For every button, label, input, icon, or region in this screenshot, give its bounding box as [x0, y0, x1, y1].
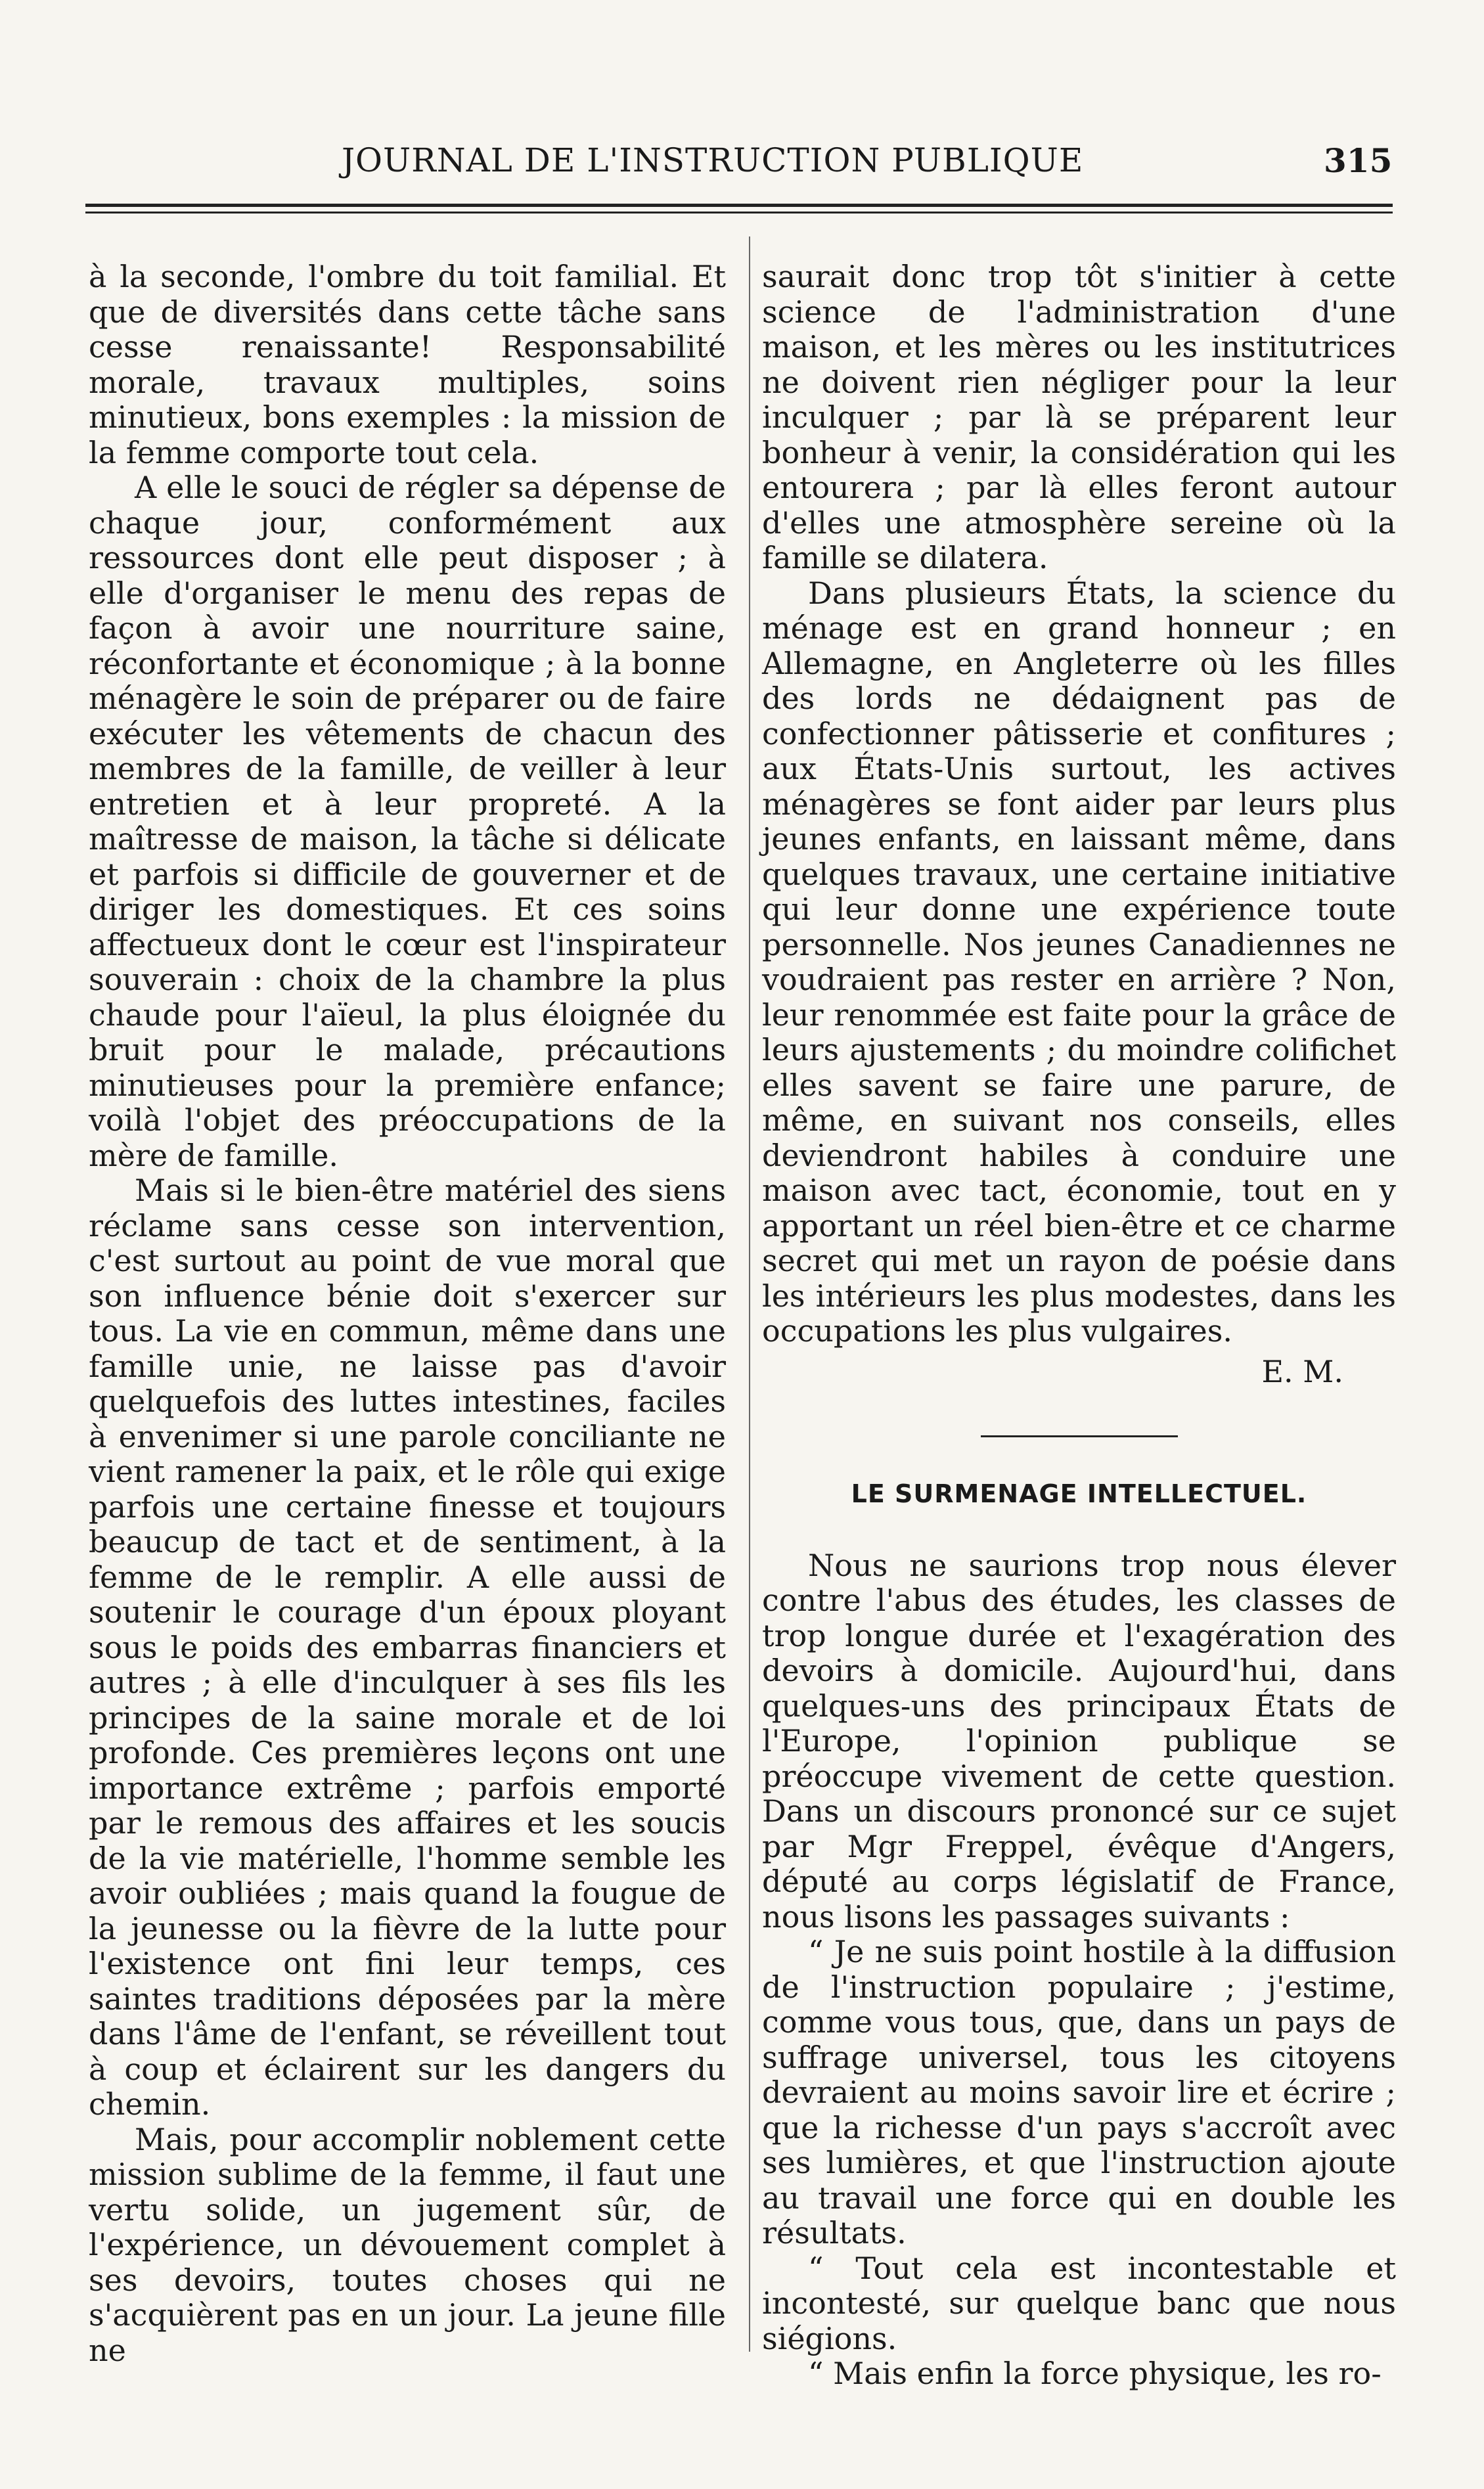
- header-rule-thick: [85, 204, 1393, 207]
- section-paragraph: “ Tout cela est incontestable et incontesté, sur quelque banc que nous siégions.: [762, 2250, 1396, 2356]
- running-title: JOURNAL DE L'INSTRUCTION PUBLIQUE: [342, 141, 1084, 179]
- section-paragraph: Nous ne saurions trop nous élever contre l'abus des études, les classes de trop longue durée et l'exagération des devoirs à domicile. Aujourd'hui, dans quelques-uns des principaux États de l'Europe, l'opinion publique se préoccupe vivement de cette question. Dans un discours prononcé sur ce sujet par Mgr Freppel, évêque d'Angers, député au corps législatif de France, nous lisons les passages suivants :: [762, 1547, 1396, 1935]
- right-column: [762, 259, 1396, 2392]
- left-paragraph: A elle le souci de régler sa dépense de chaque jour, conformément aux ressources dont elle peut disposer ; à elle d'organiser le menu des repas de façon à avoir une nourriture saine, réconfortante et économique ; à la bonne ménagère le soin de préparer ou de faire exécuter les vêtements de chacun des membres de la famille, de veiller à leur entretien et à leur propreté. A la maîtresse de maison, la tâche si délicate et parfois si difficile de gouverner et de diriger les domestiques. Et ces soins affectueux dont le cœur est l'inspirateur souverain : choix de la chambre la plus chaude pour l'aïeul, la plus éloignée du bruit pour le malade, précautions minutieuses pour la première enfance; voilà l'objet des préoccupations de la mère de famille.: [89, 470, 726, 1173]
- section-paragraph: “ Mais enfin la force physique, les ro-: [808, 2356, 1382, 2391]
- right-paragraph: saurait donc trop tôt s'initier à cette science de l'administration d'une maison, et les mères ou les institutrices ne doivent rien négliger pour la leur inculquer ; par là se préparent leur bonheur à venir, la considération qui les entourera ; par là elles feront autour d'elles une atmosphère sereine où la famille se dilatera.: [762, 259, 1396, 575]
- section-title: LE SURMENAGE INTELLECTUEL.: [851, 1479, 1307, 1508]
- page-number: 315: [1324, 141, 1393, 180]
- column-divider: [749, 236, 750, 2352]
- left-paragraph: Mais si le bien-être matériel des siens réclame sans cesse son intervention, c'est surtout au point de vue moral que son influence bénie doit s'exercer sur tous. La vie en commun, même dans une famille unie, ne laisse pas d'avoir quelquefois des luttes intestines, faciles à envenimer si une parole conciliante ne vient ramener la paix, et le rôle qui exige parfois une certaine finesse et toujours beaucup de tact et de sentiment, à la femme de le remplir. A elle aussi de soutenir le courage d'un époux ployant sous le poids des embarras financiers et autres ; à elle d'inculquer à ses fils les principes de la saine morale et de loi profonde. Ces premières leçons ont une importance extrême ; parfois emporté par le remous des affaires et les soucis de la vie matérielle, l'homme semble les avoir oubliées ; mais quand la fougue de la jeunesse ou la fièvre de la lutte pour l'existence ont fini leur temps, ces saintes traditions déposées par la mère dans l'âme de l'enfant, se réveillent tout à coup et éclairent sur les dangers du chemin.: [89, 1173, 726, 2122]
- author-signature: E. M.: [1261, 1353, 1343, 1389]
- header-rule-thin: [85, 212, 1393, 213]
- left-paragraph: Mais, pour accomplir noblement cette mission sublime de la femme, il faut une vertu solide, un jugement sûr, de l'expérience, un dévouement complet à ses devoirs, toutes choses qui ne s'acquièrent pas en un jour. La jeune fille ne: [89, 2121, 726, 2368]
- left-column: [89, 259, 726, 2368]
- left-paragraph: à la seconde, l'ombre du toit familial. Et que de diversités dans cette tâche sans cesse renaissante! Responsabilité morale, travaux multiples, soins minutieux, bons exemples : la mission de la femme comporte tout cela.: [89, 259, 726, 470]
- right-paragraph: Dans plusieurs États, la science du ménage est en grand honneur ; en Allemagne, en Angleterre où les filles des lords ne dédaignent pas de confectionner pâtisserie et confitures ; aux États-Unis surtout, les actives ménagères se font aider par leurs plus jeunes enfants, en laissant même, dans quelques travaux, une certaine initiative qui leur donne une expérience toute personnelle. Nos jeunes Canadiennes ne voudraient pas rester en arrière ? Non, leur renommée est faite pour la grâce de leurs ajustements ; du moindre colifichet elles savent se faire une parure, de même, en suivant nos conseils, elles deviendront habiles à conduire une maison avec tact, économie, tout en y apportant un réel bien-être et ce charme secret qui met un rayon de poésie dans les intérieurs les plus modestes, dans les occupations les plus vulgaires.: [762, 575, 1396, 1349]
- page-header: [0, 141, 1484, 200]
- section-paragraph: “ Je ne suis point hostile à la diffusion de l'instruction populaire ; j'estime, comme vous tous, que, dans un pays de suffrage universel, tous les citoyens devraient au moins savoir lire et écrire ; que la richesse d'un pays s'accroît avec ses lumières, et que l'instruction ajoute au travail une force qui en double les résultats.: [762, 1934, 1396, 2251]
- section-divider: [981, 1435, 1178, 1437]
